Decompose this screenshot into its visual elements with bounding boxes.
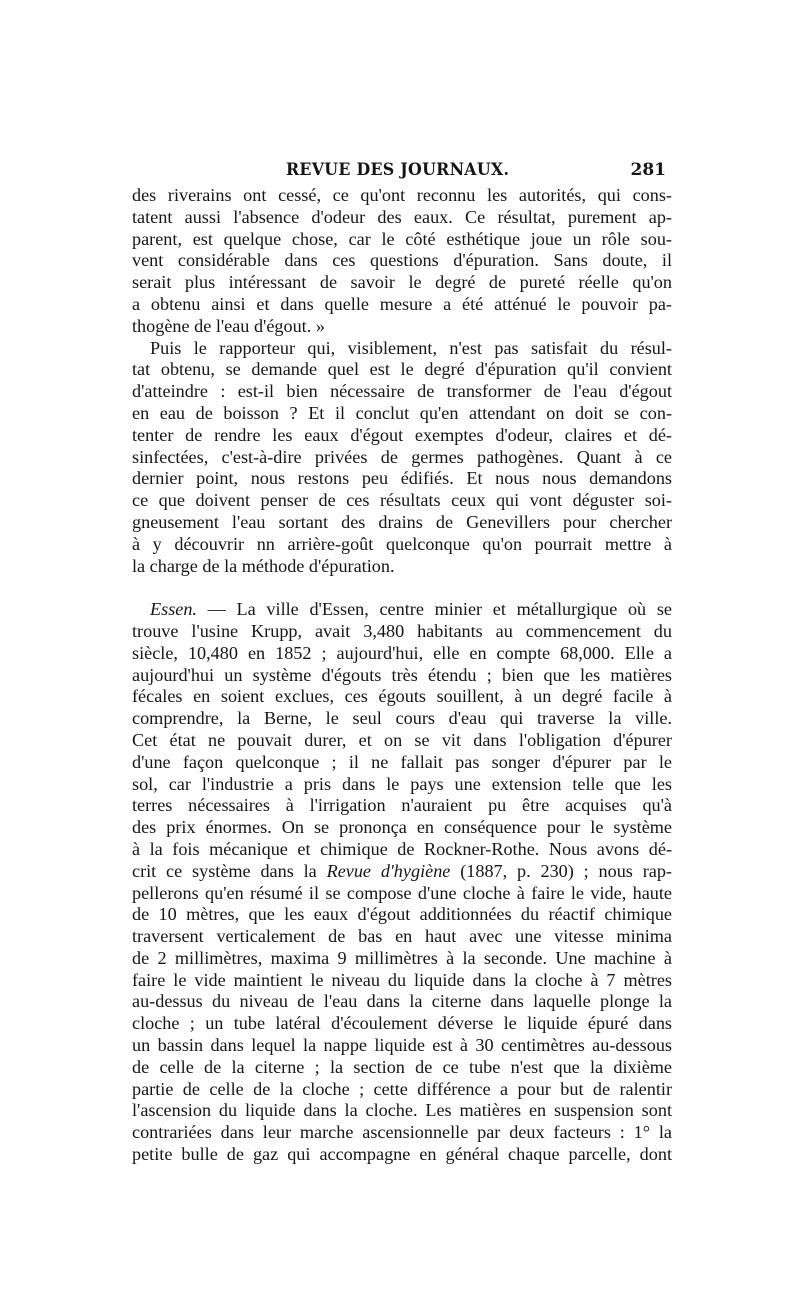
text-line: au-dessus du niveau de l'eau dans la citerne dans laquelle plonge la bbox=[132, 991, 672, 1012]
text-line bbox=[132, 599, 672, 621]
text-line: tatent aussi l'absence d'odeur des eaux. Ce résultat, purement ap- bbox=[132, 206, 672, 227]
text-line: Puis le rapporteur qui, visiblement, n'est pas satisfait du résul- bbox=[150, 337, 672, 358]
text-line: cloche ; un tube latéral d'écoulement déverse le liquide épuré dans bbox=[132, 1013, 672, 1034]
text-line: fécales en soient exclues, ces égouts souillent, à un degré facile à bbox=[132, 686, 672, 707]
text-line: aujourd'hui un système d'égouts très étendu ; bien que les matières bbox=[132, 664, 672, 685]
page-number: 281 bbox=[630, 160, 666, 180]
text-fragment: — La ville d'Essen, centre minier et métallurgique où se bbox=[196, 599, 672, 620]
text-line: a obtenu ainsi et dans quelle mesure a été atténué le pouvoir pa- bbox=[132, 293, 672, 314]
text-line: de 2 millimètres, maxima 9 millimètres à la seconde. Une machine à bbox=[132, 947, 672, 968]
text-line: à y découvrir nn arrière-goût quelconque qu'on pourrait mettre à bbox=[132, 533, 672, 554]
text-line: sol, car l'industrie a pris dans le pays une extension telle que les bbox=[132, 773, 672, 794]
text-line: trouve l'usine Krupp, avait 3,480 habitants au commencement du bbox=[132, 620, 672, 641]
text-line: comprendre, la Berne, le seul cours d'eau qui traverse la ville. bbox=[132, 708, 672, 729]
text-line: des riverains ont cessé, ce qu'ont reconnu les autorités, qui cons- bbox=[132, 185, 672, 205]
text-line: un bassin dans lequel la nappe liquide est à 30 centimètres au-dessous bbox=[132, 1035, 672, 1056]
text-line: tenter de rendre les eaux d'égout exemptes d'odeur, claires et dé- bbox=[132, 424, 672, 445]
text-line: contrariées dans leur marche ascensionnelle par deux facteurs : 1° la bbox=[132, 1122, 672, 1143]
text-line: à la fois mécanique et chimique de Rockner-Rothe. Nous avons dé- bbox=[132, 838, 672, 859]
text-line: des prix énormes. On se prononça en conséquence pour le système bbox=[132, 817, 672, 838]
text-line: la charge de la méthode d'épuration. bbox=[132, 555, 395, 576]
paragraph bbox=[132, 599, 672, 1166]
text-line: traversent verticalement de bas en haut avec une vitesse minima bbox=[132, 926, 672, 947]
body-text bbox=[132, 185, 672, 1166]
paragraph bbox=[132, 185, 672, 338]
text-line: parent, est quelque chose, car le côté esthétique joue un rôle sou- bbox=[132, 228, 672, 249]
text-line bbox=[132, 861, 672, 883]
text-line: petite bulle de gaz qui accompagne en général chaque parcelle, dont bbox=[132, 1144, 672, 1165]
text-line: d'atteindre : est-il bien nécessaire de transformer de l'eau d'égout bbox=[132, 381, 672, 402]
paragraph bbox=[132, 338, 672, 578]
text-line: l'ascension du liquide dans la cloche. Les matières en suspension sont bbox=[132, 1100, 672, 1121]
text-line: terres nécessaires à l'irrigation n'auraient pu être acquises qu'à bbox=[132, 795, 672, 816]
paragraph-spacer bbox=[132, 577, 672, 599]
text-line: de celle de la citerne ; la section de ce tube n'est que la dixième bbox=[132, 1056, 672, 1077]
text-line: siècle, 10,480 en 1852 ; aujourd'hui, elle en compte 68,000. Elle a bbox=[132, 642, 672, 663]
text-line: ce que doivent penser de ces résultats ceux qui vont déguster soi- bbox=[132, 490, 672, 511]
page-header bbox=[132, 160, 672, 184]
text-line: thogène de l'eau d'égout. » bbox=[132, 315, 325, 336]
text-line: de 10 mètres, que les eaux d'égout additionnées du réactif chimique bbox=[132, 904, 672, 925]
text-line: gneusement l'eau sortant des drains de Genevillers pour chercher bbox=[132, 511, 672, 532]
text-line: dernier point, nous restons peu édifiés. Et nous nous demandons bbox=[132, 468, 672, 489]
text-line: sinfectées, c'est-à-dire privées de germes pathogènes. Quant à ce bbox=[132, 446, 672, 467]
text-line: tat obtenu, se demande quel est le degré d'épuration qu'il convient bbox=[132, 359, 672, 380]
text-line: Cet état ne pouvait durer, et on se vit dans l'obligation d'épurer bbox=[132, 729, 672, 750]
section-heading-italic: Essen. bbox=[150, 599, 197, 620]
text-line: d'une façon quelconque ; il ne fallait pas songer d'épurer par le bbox=[132, 751, 672, 772]
text-fragment: (1887, p. 230) ; nous rap- bbox=[450, 860, 672, 881]
running-title: REVUE DES JOURNAUX. bbox=[286, 160, 510, 180]
text-line: serait plus intéressant de savoir le degré de pureté réelle qu'on bbox=[132, 272, 672, 293]
text-line: vent considérable dans ces questions d'épuration. Sans doute, il bbox=[132, 250, 672, 271]
text-line: partie de celle de la cloche ; cette différence a pour but de ralentir bbox=[132, 1078, 672, 1099]
citation-italic: Revue d'hygiène bbox=[326, 860, 451, 881]
text-line: pellerons qu'en résumé il se compose d'une cloche à faire le vide, haute bbox=[132, 882, 672, 903]
text-line: faire le vide maintient le niveau du liquide dans la cloche à 7 mètres bbox=[132, 969, 672, 990]
text-fragment: crit ce système dans la bbox=[132, 860, 327, 881]
text-line: en eau de boisson ? Et il conclut qu'en attendant on doit se con- bbox=[132, 402, 672, 423]
